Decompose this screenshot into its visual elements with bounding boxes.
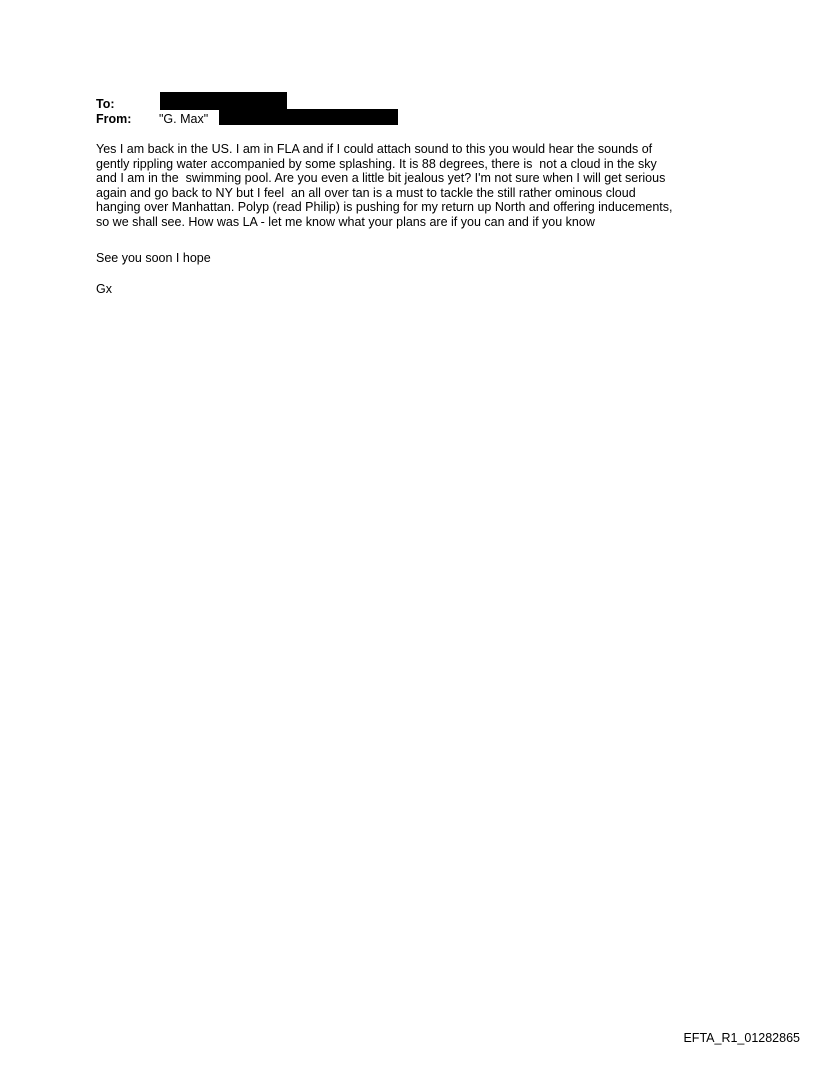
signature: Gx (96, 282, 112, 296)
body-line: Yes I am back in the US. I am in FLA and if I could attach sound to this you would hear the sounds of (96, 142, 653, 156)
closing-line: See you soon I hope (96, 251, 211, 265)
redaction-box-from (219, 109, 398, 125)
body-line: hanging over Manhattan. Polyp (read Philip) is pushing for my return up North and offering inducements, (96, 200, 673, 215)
to-label: To: (96, 97, 115, 111)
email-body (96, 142, 736, 230)
body-line: again and go back to NY but I feel an all over tan is a must to tackle the still rather ominous cloud (96, 185, 636, 200)
body-line: gently rippling water accompanied by some splashing. It is 88 degrees, there is not a cloud in the sky (96, 156, 657, 171)
from-value: "G. Max" (159, 112, 209, 126)
bates-number: EFTA_R1_01282865 (683, 1031, 800, 1045)
body-line: so we shall see. How was LA - let me know what your plans are if you can and if you know (96, 214, 595, 229)
redaction-box-to (160, 92, 287, 110)
body-line: and I am in the swimming pool. Are you even a little bit jealous yet? I'm not sure when I will get serious (96, 171, 666, 186)
from-label: From: (96, 112, 132, 126)
